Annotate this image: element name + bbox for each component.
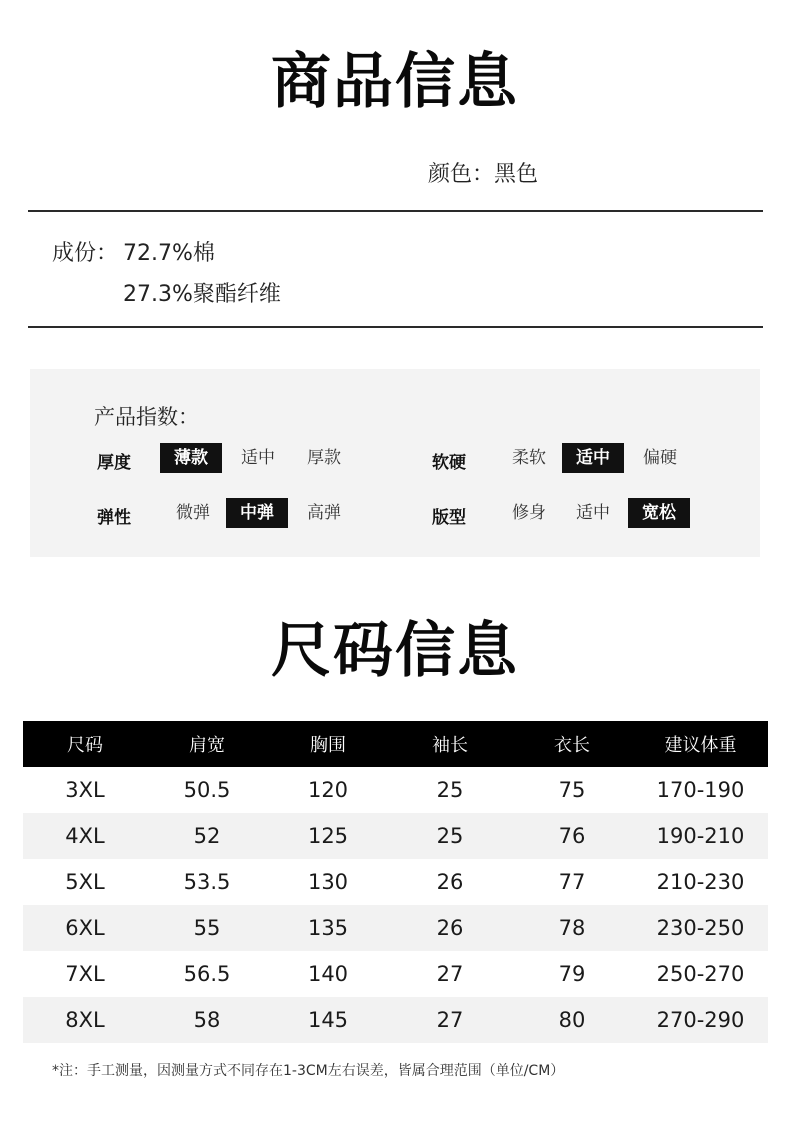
cell-weight: 170-190	[656, 778, 745, 802]
cell-weight: 210-230	[656, 870, 745, 894]
cell-length: 80	[558, 1008, 586, 1032]
cell-chest: 120	[307, 778, 349, 802]
index-option-thick: 厚款	[307, 448, 341, 468]
column-header-weight: 建议体重	[664, 735, 737, 756]
cell-shoulder: 53.5	[183, 870, 231, 894]
composition-label: 成份：	[52, 241, 119, 266]
table-row	[23, 767, 768, 813]
cell-sleeve: 26	[436, 870, 464, 894]
index-option-medium-stretch: 中弹	[226, 498, 288, 528]
column-header-chest: 胸围	[310, 735, 346, 756]
index-option-regular: 适中	[576, 503, 610, 523]
divider	[28, 210, 763, 212]
index-option-medium: 适中	[241, 448, 275, 468]
table-row	[23, 905, 768, 951]
cell-sleeve: 26	[436, 916, 464, 940]
cell-weight: 250-270	[656, 962, 745, 986]
size-table-header	[23, 721, 768, 767]
index-option-high-stretch: 高弹	[307, 503, 341, 523]
column-header-size: 尺码	[67, 735, 103, 756]
table-row	[23, 997, 768, 1043]
cell-length: 78	[558, 916, 586, 940]
index-label-elasticity: 弹性	[97, 508, 131, 528]
index-option-moderate: 适中	[562, 443, 624, 473]
index-option-stiff: 偏硬	[643, 448, 677, 468]
color-info: 颜色：黑色	[428, 162, 539, 187]
index-option-slight-stretch: 微弹	[176, 503, 210, 523]
cell-shoulder: 52	[193, 824, 221, 848]
cell-chest: 125	[307, 824, 349, 848]
index-option-loose: 宽松	[628, 498, 690, 528]
cell-shoulder: 55	[193, 916, 221, 940]
index-label-fit: 版型	[432, 508, 466, 528]
cell-shoulder: 58	[193, 1008, 221, 1032]
size-info-title: 尺码信息	[271, 616, 519, 686]
cell-size: 7XL	[65, 962, 105, 986]
cell-length: 75	[558, 778, 586, 802]
product-index-panel	[30, 369, 760, 557]
measurement-note: *注：手工测量，因测量方式不同存在1-3CM左右误差，皆属合理范围（单位/CM）	[52, 1063, 565, 1079]
cell-size: 4XL	[65, 824, 105, 848]
column-header-sleeve: 袖长	[432, 735, 468, 756]
divider	[28, 326, 763, 328]
size-table	[23, 721, 768, 1043]
table-row	[23, 859, 768, 905]
cell-sleeve: 25	[436, 824, 464, 848]
cell-chest: 135	[307, 916, 349, 940]
cell-weight: 270-290	[656, 1008, 745, 1032]
cell-shoulder: 50.5	[183, 778, 231, 802]
cell-size: 6XL	[65, 916, 105, 940]
column-header-length: 衣长	[554, 735, 590, 756]
index-option-thin: 薄款	[160, 443, 222, 473]
cell-length: 77	[558, 870, 586, 894]
index-option-soft: 柔软	[512, 448, 546, 468]
cell-size: 8XL	[65, 1008, 105, 1032]
cell-sleeve: 25	[436, 778, 464, 802]
table-row	[23, 813, 768, 859]
cell-chest: 130	[307, 870, 349, 894]
cell-chest: 145	[307, 1008, 349, 1032]
cell-length: 79	[558, 962, 586, 986]
composition-polyester: 27.3%聚酯纤维	[123, 282, 281, 307]
cell-sleeve: 27	[436, 962, 464, 986]
product-index-title: 产品指数：	[94, 405, 199, 429]
index-option-slim: 修身	[512, 503, 546, 523]
composition-cotton: 72.7%棉	[123, 241, 215, 266]
index-label-thickness: 厚度	[97, 453, 131, 473]
column-header-shoulder: 肩宽	[189, 735, 225, 756]
cell-size: 5XL	[65, 870, 105, 894]
cell-length: 76	[558, 824, 586, 848]
cell-sleeve: 27	[436, 1008, 464, 1032]
index-label-softness: 软硬	[432, 453, 466, 473]
cell-chest: 140	[307, 962, 349, 986]
cell-size: 3XL	[65, 778, 105, 802]
product-info-title: 商品信息	[271, 47, 519, 117]
cell-weight: 190-210	[656, 824, 745, 848]
cell-weight: 230-250	[656, 916, 745, 940]
table-row	[23, 951, 768, 997]
cell-shoulder: 56.5	[183, 962, 231, 986]
